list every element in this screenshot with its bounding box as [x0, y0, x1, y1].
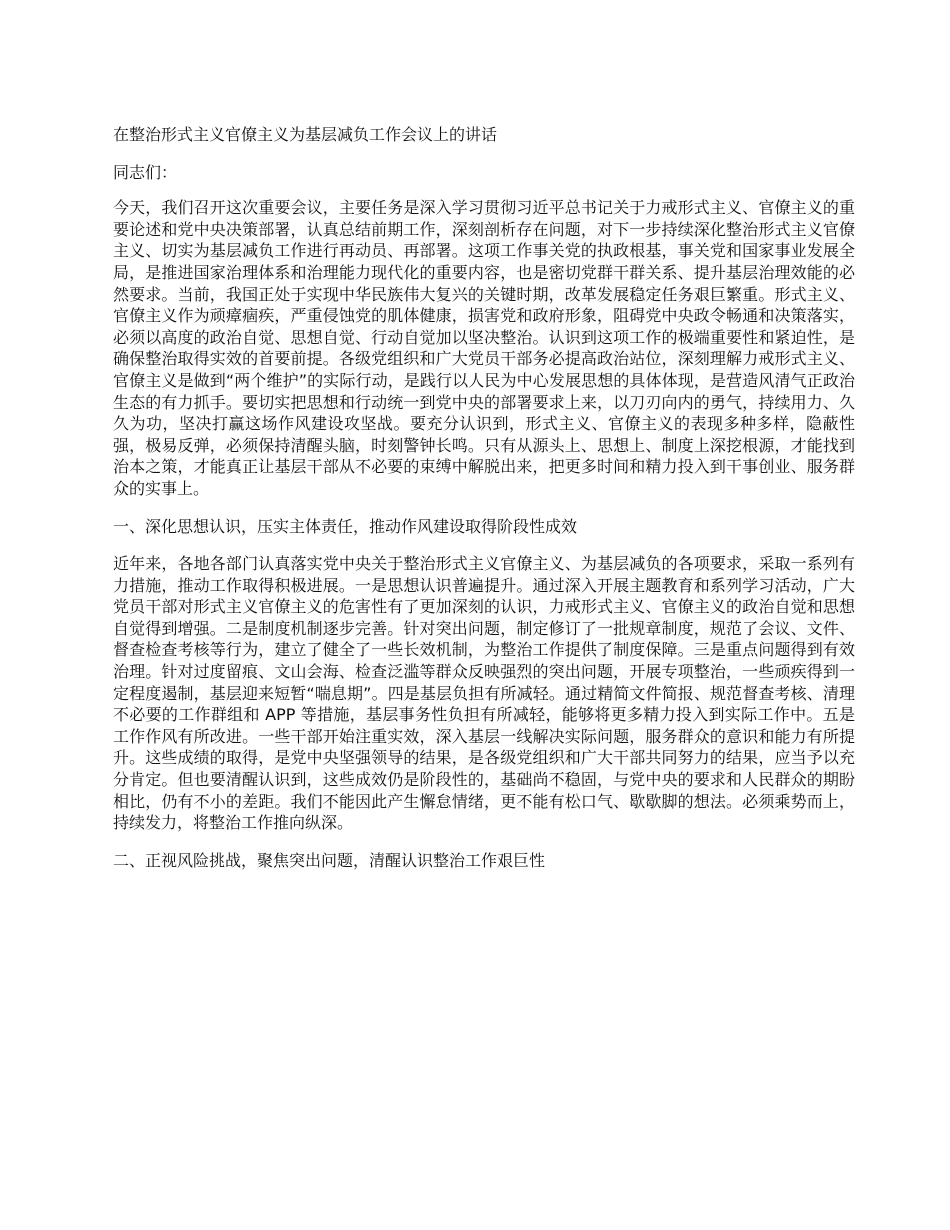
- section-heading-1: 一、深化思想认识，压实主体责任，推动作风建设取得阶段性成效: [113, 516, 578, 536]
- document-body: [113, 124, 855, 887]
- section-heading-2: 二、正视风险挑战，聚焦突出问题，清醒认识整治工作艰巨性: [113, 850, 546, 870]
- document-title: 在整治形式主义官僚主义为基层减负工作会议上的讲话: [113, 125, 498, 144]
- paragraph-intro: 今天，我们召开这次重要会议，主要任务是深入学习贯彻习近平总书记关于力戒形式主义、官僚主义的重要论述和党中央决策部署，认真总结前期工作，深刻剖析存在问题，对下一步持续深化整治形式主义官僚主义、切实为基层减负工作进行再动员、再部署。这项工作事关党的执政根基，事关党和国家事业发展全局，是推进国家治理体系和治理能力现代化的重要内容，也是密切党群干群关系、提升基层治理效能的必然要求。当前，我国正处于实现中华民族伟大复兴的关键时期，改革发展稳定任务艰巨繁重。形式主义、官僚主义作为顽瘴痼疾，严重侵蚀党的肌体健康，损害党和政府形象，阻碍党中央政令畅通和决策落实，必须以高度的政治自觉、思想自觉、行动自觉加以坚决整治。认识到这项工作的极端重要性和紧迫性，是确保整治取得实效的首要前提。各级党组织和广大党员干部务必提高政治站位，深刻理解力戒形式主义、官僚主义是做到“两个维护”的实际行动，是践行以人民为中心发展思想的具体体现，是营造风清气正政治生态的有力抓手。要切实把思想和行动统一到党中央的部署要求上来，以刀刃向内的勇气，持续用力、久久为功，坚决打赢这场作风建设攻坚战。要充分认识到，形式主义、官僚主义的表现多种多样，隐蔽性强，极易反弹，必须保持清醒头脑，时刻警钟长鸣。只有从源头上、思想上、制度上深挖根源，才能找到治本之策，才能真正让基层干部从不必要的束缚中解脱出来，把更多时间和精力投入到干事创业、服务群众的实事上。: [113, 198, 855, 498]
- salutation: 同志们：: [113, 162, 178, 182]
- paragraph-section-1: 近年来，各地各部门认真落实党中央关于整治形式主义官僚主义、为基层减负的各项要求，采取一系列有力措施，推动工作取得积极进展。一是思想认识普遍提升。通过深入开展主题教育和系列学习活动，广大党员干部对形式主义官僚主义的危害性有了更加深刻的认识，力戒形式主义、官僚主义的政治自觉和思想自觉得到增强。二是制度机制逐步完善。针对突出问题，制定修订了一批规章制度，规范了会议、文件、督查检查考核等行为，建立了健全了一些长效机制，为整治工作提供了制度保障。三是重点问题得到有效治理。针对过度留痕、文山会海、检查泛滥等群众反映强烈的突出问题，开展专项整治，一些顽疾得到一定程度遏制，基层迎来短暂“喘息期”。四是基层负担有所减轻。通过精简文件简报、规范督查考核、清理不必要的工作群组和 APP 等措施，基层事务性负担有所减轻，能够将更多精力投入到实际工作中。五是工作作风有所改进。一些干部开始注重实效，深入基层一线解决实际问题，服务群众的意识和能力有所提升。这些成绩的取得，是党中央坚强领导的结果，是各级党组织和广大干部共同努力的结果，应当予以充分肯定。但也要清醒认识到，这些成效仍是阶段性的，基础尚不稳固，与党中央的要求和人民群众的期盼相比，仍有不小的差距。我们不能因此产生懈怠情绪，更不能有松口气、歇歇脚的想法。必须乘势而上，持续发力，将整治工作推向纵深。: [113, 554, 855, 833]
